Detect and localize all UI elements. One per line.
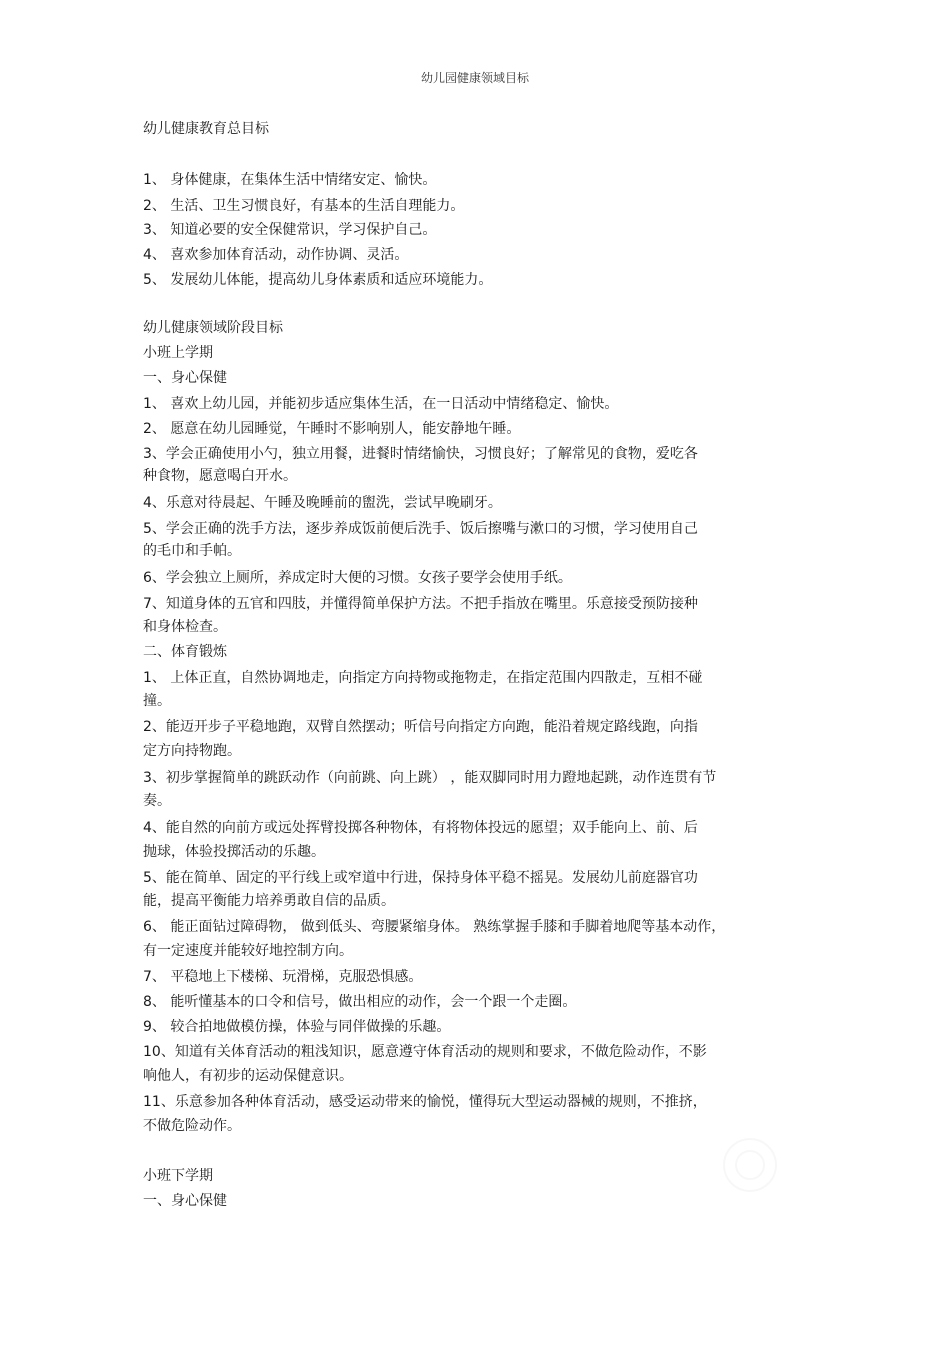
text-line: 撞。 xyxy=(143,693,171,709)
text-line: 奏。 xyxy=(143,793,171,809)
text-line: 1、 上体正直，自然协调地走，向指定方向持物或拖物走，在指定范围内四散走，互相不碰 xyxy=(143,670,703,686)
section-heading: 幼儿健康教育总目标 xyxy=(143,121,269,137)
text-line: 7、 平稳地上下楼梯、玩滑梯，克服恐惧感。 xyxy=(143,969,423,985)
text-line: 有一定速度并能较好地控制方向。 xyxy=(143,943,353,959)
subsection-heading: 一、身心保健 xyxy=(143,370,227,386)
section-heading: 幼儿健康领域阶段目标 xyxy=(143,320,283,336)
page-header-title: 幼儿园健康领域目标 xyxy=(420,71,529,85)
text-line: 9、 较合拍地做模仿操，体验与同伴做操的乐趣。 xyxy=(143,1019,451,1035)
text-line: 3、学会正确使用小勺，独立用餐，进餐时情绪愉快，习惯良好；了解常见的食物，爱吃各 xyxy=(143,446,698,462)
text-line: 和身体检查。 xyxy=(143,619,227,635)
goal-item: 5、 发展幼儿体能，提高幼儿身体素质和适应环境能力。 xyxy=(143,272,493,288)
text-line: 2、能迈开步子平稳地跑，双臂自然摆动；听信号向指定方向跑，能沿着规定路线跑，向指 xyxy=(143,719,698,735)
text-line: 8、 能听懂基本的口令和信号，做出相应的动作，会一个跟一个走圈。 xyxy=(143,994,577,1010)
watermark-icon xyxy=(690,1135,810,1195)
term-heading: 小班下学期 xyxy=(143,1168,213,1184)
text-line: 1、 喜欢上幼儿园，并能初步适应集体生活，在一日活动中情绪稳定、愉快。 xyxy=(143,396,619,412)
term-heading: 小班上学期 xyxy=(143,345,213,361)
text-line: 4、乐意对待晨起、午睡及晚睡前的盥洗，尝试早晚刷牙。 xyxy=(143,495,502,511)
subsection-heading: 二、体育锻炼 xyxy=(143,644,227,660)
text-line: 能，提高平衡能力培养勇敢自信的品质。 xyxy=(143,893,395,909)
text-line: 不做危险动作。 xyxy=(143,1118,241,1134)
text-line: 种食物，愿意喝白开水。 xyxy=(143,468,297,484)
text-line: 10、知道有关体育活动的粗浅知识，愿意遵守体育活动的规则和要求，不做危险动作，不影 xyxy=(143,1044,707,1060)
text-line: 4、能自然的向前方或远处挥臂投掷各种物体，有将物体投远的愿望；双手能向上、前、后 xyxy=(143,820,698,836)
text-line: 11、乐意参加各种体育活动，感受运动带来的愉悦，懂得玩大型运动器械的规则，不推挤， xyxy=(143,1094,707,1110)
subsection-heading: 一、身心保健 xyxy=(143,1193,227,1209)
text-line: 2、 愿意在幼儿园睡觉，午睡时不影响别人，能安静地午睡。 xyxy=(143,421,521,437)
text-line: 5、学会正确的洗手方法，逐步养成饭前便后洗手、饭后擦嘴与漱口的习惯，学习使用自己 xyxy=(143,521,698,537)
text-line: 6、学会独立上厕所，养成定时大便的习惯。女孩子要学会使用手纸。 xyxy=(143,570,572,586)
goal-item: 4、 喜欢参加体育活动，动作协调、灵活。 xyxy=(143,247,409,263)
text-line: 5、能在简单、固定的平行线上或窄道中行进，保持身体平稳不摇晃。发展幼儿前庭器官功 xyxy=(143,870,698,886)
text-line: 抛球，体验投掷活动的乐趣。 xyxy=(143,844,325,860)
text-line: 3、初步掌握简单的跳跃动作（向前跳、向上跳） ，能双脚同时用力蹬地起跳，动作连贯有节 xyxy=(143,770,717,786)
text-line: 响他人，有初步的运动保健意识。 xyxy=(143,1068,353,1084)
text-line: 定方向持物跑。 xyxy=(143,743,241,759)
goal-item: 1、 身体健康，在集体生活中情绪安定、愉快。 xyxy=(143,172,437,188)
text-line: 7、知道身体的五官和四肢，并懂得简单保护方法。不把手指放在嘴里。乐意接受预防接种 xyxy=(143,596,698,612)
text-line: 6、 能正面钻过障碍物， 做到低头、弯腰紧缩身体。 熟练掌握手膝和手脚着地爬等基本动作， xyxy=(143,919,726,935)
goal-item: 2、 生活、卫生习惯良好，有基本的生活自理能力。 xyxy=(143,198,465,214)
text-line: 的毛巾和手帕。 xyxy=(143,543,241,559)
goal-item: 3、 知道必要的安全保健常识，学习保护自己。 xyxy=(143,222,437,238)
